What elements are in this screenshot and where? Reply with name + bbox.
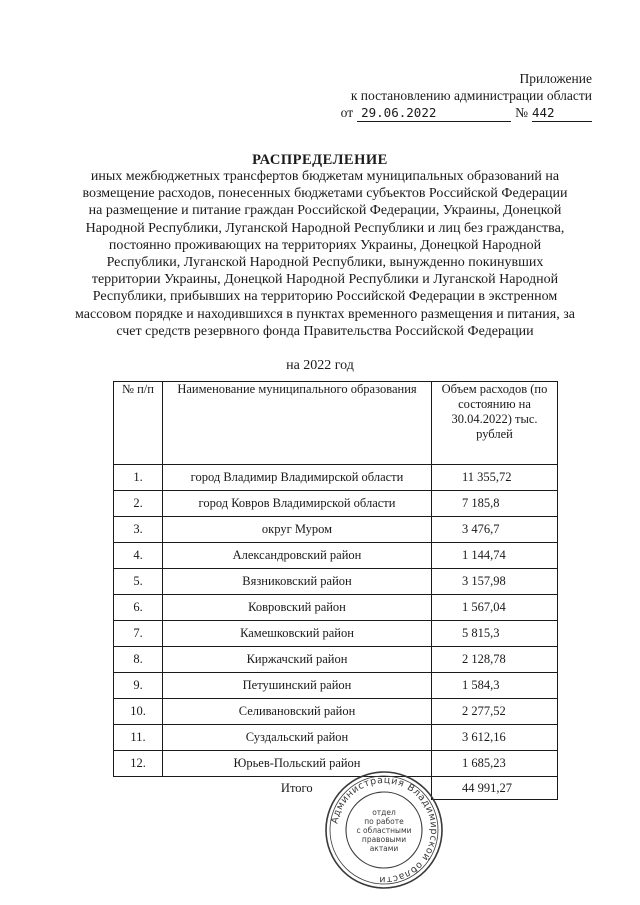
row-expense: 2 128,78 [432, 647, 558, 673]
row-number: 5. [114, 569, 163, 595]
stamp-line: с областными [356, 826, 412, 835]
stamp-ring-text: Администрация Владимирской области [329, 774, 440, 886]
date-number-line [341, 104, 592, 122]
resolution-reference: к постановлению администрации области [350, 88, 592, 103]
table-row [114, 673, 558, 699]
row-number: 10. [114, 699, 163, 725]
table-row [114, 465, 558, 491]
row-number: 12. [114, 751, 163, 777]
date-prefix: от [340, 105, 354, 120]
table-row [114, 699, 558, 725]
document-subtitle: иных межбюджетных трансфертов бюджетам муниципальных образований на возмещение расходов, понесенных бюджетами субъектов Российской Федерации на размещение и питание граждан Российской Федерации, Украины, Донецкой Народной Республики, Луганской Народной Республики и лиц без гражданства, постоянно проживающих на территориях Украины, Донецкой Народной Республики, Луганской Народной Республики, вынужденно покинувших территории Украины, Донецкой Народной Республики и Луганской Народной Республики, прибывших на территорию Российской Федерации в экстренном массовом порядке и находившихся в пунктах временного размещения и питания, за счет средств резервного фонда Правительства Российской Федерации [75, 169, 575, 339]
distribution-table [113, 381, 558, 800]
row-number: 9. [114, 673, 163, 699]
total-value: 44 991,27 [432, 777, 558, 800]
stamp-line: актами [369, 844, 399, 853]
row-number: 6. [114, 595, 163, 621]
row-expense: 11 355,72 [432, 465, 558, 491]
row-expense: 3 476,7 [432, 517, 558, 543]
row-number: 1. [114, 465, 163, 491]
stamp-center-text [357, 808, 412, 853]
row-number: 4. [114, 543, 163, 569]
row-number: 2. [114, 491, 163, 517]
table-row [114, 595, 558, 621]
total-spacer [114, 777, 163, 800]
table-row [114, 491, 558, 517]
row-municipality: Камешковский район [163, 621, 432, 647]
header-number: № п/п [114, 382, 163, 465]
row-municipality: Киржачский район [163, 647, 432, 673]
table-header-row [114, 382, 558, 465]
row-expense: 1 144,74 [432, 543, 558, 569]
row-expense: 7 185,8 [432, 491, 558, 517]
row-municipality: Александровский район [163, 543, 432, 569]
row-number: 7. [114, 621, 163, 647]
row-municipality: Селивановский район [163, 699, 432, 725]
table-row [114, 647, 558, 673]
row-municipality: округ Муром [163, 517, 432, 543]
table-body [114, 465, 558, 777]
document-year: на 2022 год [286, 358, 354, 373]
document-date: 29.06.2022 [357, 104, 511, 122]
row-expense: 1 567,04 [432, 595, 558, 621]
row-municipality: Суздальский район [163, 725, 432, 751]
row-municipality: Петушинский район [163, 673, 432, 699]
table-row [114, 569, 558, 595]
stamp-line: отдел [372, 808, 396, 817]
row-expense: 3 157,98 [432, 569, 558, 595]
stamp-line: правовыми [361, 835, 407, 844]
document-title: РАСПРЕДЕЛЕНИЕ [252, 152, 388, 168]
row-municipality: Юрьев-Польский район [163, 751, 432, 777]
row-number: 3. [114, 517, 163, 543]
row-expense: 3 612,16 [432, 725, 558, 751]
row-number: 8. [114, 647, 163, 673]
total-label: Итого [280, 780, 313, 795]
row-expense: 1 685,23 [432, 751, 558, 777]
row-expense: 1 584,3 [432, 673, 558, 699]
table-row [114, 543, 558, 569]
document-header [341, 70, 592, 122]
table-row [114, 517, 558, 543]
header-municipality: Наименование муниципального образования [163, 382, 432, 465]
number-prefix: № [515, 105, 528, 120]
row-municipality: город Ковров Владимирской области [163, 491, 432, 517]
row-expense: 2 277,52 [432, 699, 558, 725]
official-stamp [324, 770, 444, 890]
table-row [114, 621, 558, 647]
row-number: 11. [114, 725, 163, 751]
header-expense-volume: Объем расходов (по состоянию на 30.04.2022) тыс. рублей [432, 382, 558, 465]
row-municipality: Вязниковский район [163, 569, 432, 595]
row-municipality: Ковровский район [163, 595, 432, 621]
table-row [114, 725, 558, 751]
stamp-line: по работе [364, 817, 404, 826]
document-number: 442 [532, 104, 592, 122]
row-expense: 5 815,3 [432, 621, 558, 647]
appendix-label: Приложение [519, 71, 592, 86]
row-municipality: город Владимир Владимирской области [163, 465, 432, 491]
